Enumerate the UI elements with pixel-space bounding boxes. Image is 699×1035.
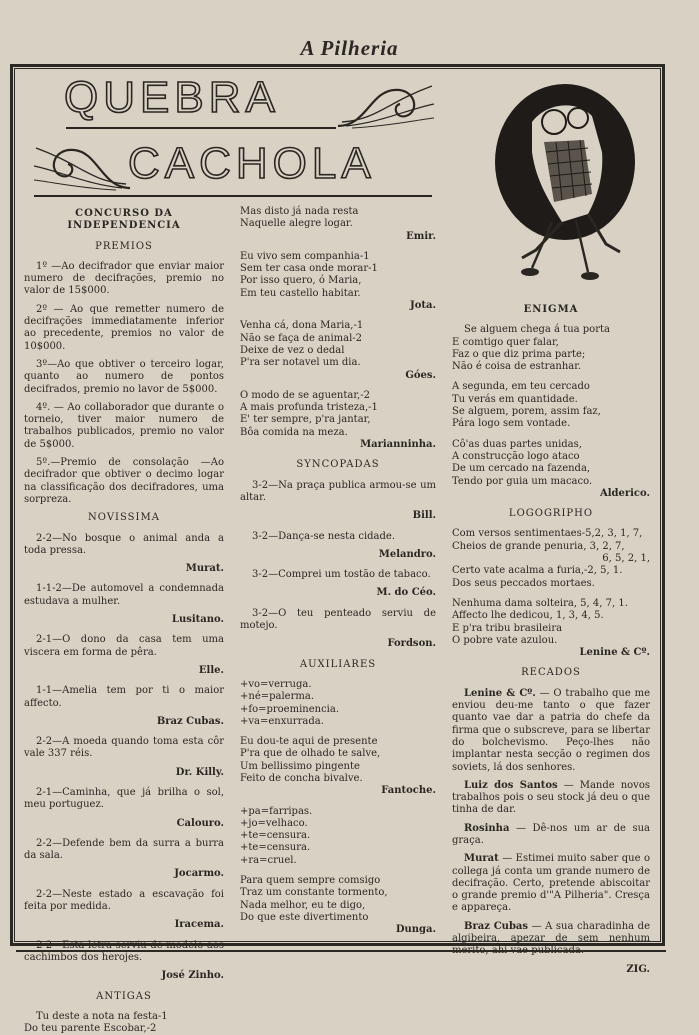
magazine-header: A Pilheria [300,36,399,60]
verse-author: Emir. [406,230,436,242]
recado-text: — O trabalho que me enviou deu-me tanto o que fazer quanto vae dar a patria do chefe da firma que o subscreve, para se libertar do bolchevismo. Peço-lhes não implantar nesta secção o regimen dos soviets, lá dos senhores. [452,687,650,773]
verse-line: Eu vivo sem companhia-1 [240,250,370,262]
novissima-author: Dr. Killy. [175,766,224,778]
verse-author: Jota. [410,300,436,312]
title-line-2: CACHOLA [128,139,376,188]
verse-line: Não se faça de animal-2 [240,332,363,344]
verse-author: Marianninha. [360,439,436,451]
verse-line: O modo de se aguentar,-2 [240,389,370,401]
novissima-item: 1-1—Amelia tem por ti o maior affecto. [24,685,224,709]
logo-line: Dos seus peccados mortaes. [452,577,595,589]
recado-text: — A sua charadinha de algibeira, apezar de sem nenhum merito, ahi vae publicada. [452,920,650,957]
premio-5: 5º.—Premio de consolação —Ao decifrador que obtiver o decimo logar na classificação dos decifradores, uma sorpreza. [24,457,224,505]
novissima-author: Murat. [185,563,224,575]
column-left [24,206,224,1035]
premio-4: 4º. — Ao collaborador que durante o torneio, tiver maior numero de trabalhos publicados, premio no valor de 5$000. [24,401,224,450]
syncopada-item: 3-2—Na praça publica armou-se um altar. [240,479,436,503]
verse-line: Bôa comida na meza. [240,426,348,438]
verse-line: Para quem sempre comsigo [240,875,381,887]
novissima-author: Lusitano. [171,614,224,626]
title-line-1: QUEBRA [64,73,280,122]
aux-line: +vo=verruga. [240,678,312,690]
novissima-item: 2-1—O dono da casa tem uma viscera em forma de pêra. [24,634,224,658]
logo-line: Affecto lhe dedicou, 1, 3, 4, 5. [452,610,604,622]
verse-line: Feito de concha bivalve. [240,772,363,784]
verse-line: Naquelle alegre logar. [240,218,353,230]
logo-line: Com versos sentimentaes-5,2, 3, 1, 7, [452,528,643,540]
antigas-line: Do teu parente Escobar,-2 [24,1023,157,1035]
enigma-line: De um cercado na fazenda, [452,463,591,475]
aux-line: +ra=cruel. [240,854,297,866]
verse-line: Sem ter casa onde morar-1 [240,263,378,275]
novissima-title: NOVISSIMA [88,512,160,524]
verse-line: Por isso quero, ó Maria, [240,275,362,287]
syncopada-author: M. do Céo. [376,587,436,599]
recado-text: — Mande novos trabalhos pois o seu stock já deu o que tinha de dar. [452,779,650,816]
logo-line: Nenhuma dama solteira, 5, 4, 7, 1. [452,597,628,609]
recado-item [452,823,650,848]
title-rule-top [66,127,336,129]
novissima-author: José Zinho. [161,970,224,982]
syncopada-item: 3-2—Dança-se nesta cidade. [252,530,396,542]
novissima-author: Calouro. [176,817,224,829]
dancing-couple-illustration [492,82,638,282]
syncopada-author: Fordson. [387,638,436,650]
aux-author: Dunga. [395,924,436,936]
aux-author: Fantoche. [381,785,436,797]
aux-line: +pa=farripas. [240,805,313,817]
verse-line: A mais profunda tristeza,-1 [240,402,378,414]
recado-name: Lenine & Cº. [464,687,536,699]
verse-line: Nada melhor, eu te digo, [240,899,366,911]
enigma-line: Tendo por guia um macaco. [452,475,593,487]
recado-item [452,853,650,914]
flourish-ornament-right [336,82,436,130]
enigma-line: Se alguem, porem, assim faz, [452,406,601,418]
enigma-author: Alderico. [599,487,650,499]
logo-line: Certo vate acalma a furia,-2, 5, 1. [452,565,623,577]
logo-line: E p'ra tribu brasileira [452,622,563,634]
novissima-item: 2-2—Defende bem da surra a burra da sala. [24,837,224,862]
aux-line: +va=enxurrada. [240,715,324,727]
enigma-line: Tu verás em quantidade. [452,393,578,405]
premio-1: 1º —Ao decifrador que enviar maior numero de decifrações, premio no valor de 15$000. [24,260,224,297]
recado-name: Rosinha [464,822,510,834]
syncopada-author: Bill. [412,510,436,522]
novissima-item: 2-2—No bosque o animal anda a toda pressa. [24,532,224,556]
novissima-author: Elle. [198,664,224,676]
verse-author: Góes. [405,369,436,381]
logo-author: Lenine & Cº. [579,647,650,659]
syncopadas-title: SYNCOPADAS [296,459,380,471]
antigas-title: ANTIGAS [96,990,152,1002]
signature: ZIG. [626,963,650,975]
enigma-line: Não é coisa de estranhar. [452,361,582,373]
recado-name: Murat [464,853,499,865]
flourish-ornament-left [32,142,132,192]
enigma-line: Cô'as duas partes unidas, [452,438,582,450]
verse-line: Em teu castello habitar. [240,287,361,299]
novissima-item: 2-1—Caminha, que já brilha o sol, meu portuguez. [24,786,224,811]
novissima-item: 2-2—A moeda quando toma esta côr vale 337 réis. [24,736,224,760]
recado-text: — Dê-nos um ar de sua graça. [452,822,650,846]
novissima-author: Jocarmo. [174,868,224,880]
recado-item [452,688,650,774]
column-right [452,298,650,984]
logo-line: O pobre vate azulou. [452,634,558,646]
syncopada-item: 3-2—O teu penteado serviu de motejo. [240,607,436,632]
novissima-author: Braz Cubas. [156,715,224,727]
recados-title: RECADOS [521,667,581,679]
novissima-author: Iracema. [174,919,224,931]
recado-text: — Estimei muito saber que o collega já conta um grande numero de decifração. Certo, pretende abiscoitar o grande premio d'"A Pilheria". Cresça e appareça. [452,853,650,914]
verse-line: Eu dou-te aqui de presente [240,736,378,748]
logogripho-title: LOGOGRIPHO [508,508,594,520]
syncopada-item: 3-2—Comprei um tostão de tabaco. [252,569,431,581]
verse-line: Um bellissimo pingente [240,760,360,772]
novissima-item: 2-2—Neste estado a escavação foi feita por medida. [24,888,224,913]
verse-line: Venha cá, dona Maria,-1 [240,320,364,332]
verse-line: P'ra que de olhado te salve, [240,748,381,760]
title-rule-bottom [34,195,432,197]
verse-line: Do que este divertimento [240,911,369,923]
recado-item [452,921,650,958]
enigma-line: Pára logo sem vontade. [452,418,571,430]
premio-3: 3º—Ao que obtiver o terceiro logar, quanto ao numero de pontos decifrados, premio no lavor de 5$000. [24,358,224,395]
aux-line: +te=censura. [240,830,311,842]
verse-line: E' ter sempre, p'ra jantar, [240,414,371,426]
recado-name: Luiz dos Santos [464,779,558,791]
aux-line: +te=censura. [240,842,311,854]
recado-name: Braz Cubas [464,920,529,932]
enigma-title: ENIGMA [523,304,579,315]
logo-line: 6, 5, 2, 1, [602,553,650,565]
logo-line: Cheios de grande penuria, 3, 2, 7, [452,540,625,552]
novissima-item: 2-2—Esta letra serviu de modelo aos cachimbos dos herojes. [24,939,224,963]
enigma-line: Se alguem chega á tua porta [464,324,610,336]
enigma-line: Faz o que diz prima parte; [452,348,586,360]
enigma-line: A segunda, em teu cercado [452,381,590,393]
contest-heading: CONCURSO DA INDEPENDENCIA [67,208,181,232]
aux-line: +fo=proeminencia. [240,703,340,715]
verse-line: Deixe de vez o dedal [240,344,345,356]
novissima-item: 1-1-2—De automovel a condemnada estudava a mulher. [24,583,224,607]
column-middle [240,206,436,945]
syncopada-author: Melandro. [378,548,436,560]
enigma-line: E comtigo quer falar, [452,336,559,348]
aux-line: +né=palerma. [240,691,314,703]
enigma-line: A construcção logo ataco [452,450,580,462]
verse-line: P'ra ser notavel um dia. [240,357,361,369]
premio-2: 2º — Ao que remetter numero de decifrações immediatamente inferior ao precedente, premios no valor de 10$000. [24,303,224,352]
recado-item [452,780,650,817]
auxiliares-title: AUXILIARES [299,658,377,670]
premios-title: PREMIOS [95,240,153,252]
aux-line: +jo=velhaco. [240,817,308,829]
verse-line: Traz um constante tormento, [240,887,388,899]
antigas-line: Tu deste a nota na festa-1 [36,1010,168,1022]
verse-line: Mas disto já nada resta [240,206,359,217]
